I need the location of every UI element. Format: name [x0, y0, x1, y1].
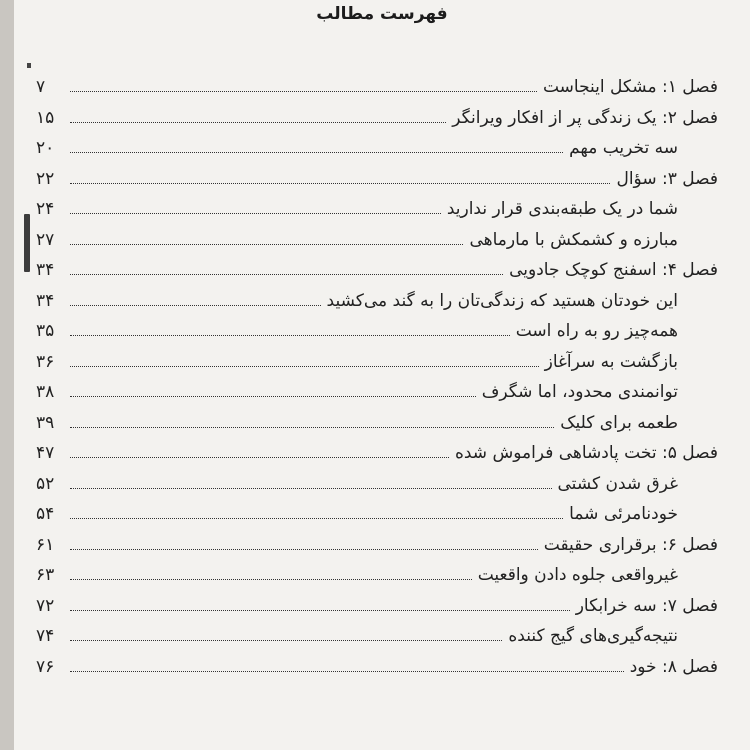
- toc-entry-title: سه تخریب مهم: [569, 138, 678, 158]
- dot-leader: [70, 152, 563, 153]
- toc-subentry: [36, 404, 718, 434]
- toc-entry-title: این خودتان هستید که زندگی‌تان را به گند می‌کشید: [326, 290, 678, 311]
- dot-leader: [70, 244, 463, 245]
- toc-entry-title: توانمندی محدود، اما شگرف: [481, 382, 678, 402]
- toc-page-number: ۳۵: [36, 321, 55, 341]
- table-of-contents: [14, 0, 750, 750]
- toc-chapter-entry: [36, 68, 718, 98]
- toc-entry-title: فصل ۵: تخت پادشاهی فراموش شده: [454, 443, 718, 463]
- dot-leader: [70, 427, 554, 428]
- toc-entry-title: فصل ۸: خود: [629, 656, 718, 677]
- toc-page-number: ۳۶: [36, 351, 55, 372]
- toc-entry-title: فصل ۷: سه خرابکار: [575, 595, 718, 616]
- dot-leader: [70, 335, 510, 336]
- toc-page-number: ۷۶: [36, 656, 55, 677]
- toc-subentry: [36, 465, 718, 495]
- toc-page-number: ۵۲: [36, 473, 55, 494]
- toc-entry-title: فصل ۴: اسفنج کوچک جادویی: [509, 260, 718, 280]
- toc-entry-title: فصل ۶: برقراری حقیقت: [543, 534, 718, 555]
- toc-entry-title: طعمه برای کلیک: [560, 412, 678, 433]
- toc-page-number: ۳۴: [36, 260, 55, 280]
- toc-page-number: ۴۷: [36, 443, 55, 463]
- toc-subentry: [36, 343, 718, 373]
- toc-subentry: [36, 282, 718, 312]
- toc-entry-title: نتیجه‌گیری‌های گیج کننده: [508, 626, 678, 646]
- page-title: فهرست مطالب: [316, 4, 448, 24]
- toc-page-number: ۵۴: [36, 504, 55, 524]
- dot-leader: [70, 518, 563, 519]
- toc-chapter-entry: [36, 526, 718, 556]
- toc-page-number: ۷۲: [36, 595, 55, 616]
- toc-page-number: ۲۷: [36, 229, 55, 250]
- dot-leader: [70, 549, 538, 550]
- toc-entry-title: فصل ۳: سؤال: [616, 168, 718, 189]
- toc-entry-title: فصل ۱: مشکل اینجاست: [542, 77, 718, 97]
- toc-entry-title: شما در یک طبقه‌بندی قرار ندارید: [446, 199, 678, 219]
- toc-page-number: ۲۲: [36, 168, 55, 189]
- toc-subentry: [36, 495, 718, 525]
- dot-leader: [70, 183, 610, 184]
- dot-leader: [70, 671, 624, 672]
- toc-page-number: ۷: [36, 77, 46, 97]
- toc-subentry: [36, 556, 718, 586]
- toc-page-number: ۳۹: [36, 412, 55, 433]
- book-page: [14, 0, 750, 750]
- dot-leader: [70, 396, 476, 397]
- toc-page-number: ۶۱: [36, 534, 55, 555]
- dot-leader: [70, 640, 502, 641]
- dot-leader: [70, 274, 503, 275]
- dot-leader: [70, 579, 472, 580]
- toc-page-number: ۳۴: [36, 290, 55, 311]
- toc-page-number: ۲۴: [36, 199, 55, 219]
- toc-entry-title: بازگشت به سرآغاز: [544, 351, 678, 372]
- toc-chapter-entry: [36, 434, 718, 464]
- toc-subentry: [36, 617, 718, 647]
- toc-chapter-entry: [36, 160, 718, 190]
- toc-subentry: [36, 312, 718, 342]
- toc-subentry: [36, 190, 718, 220]
- dot-leader: [70, 610, 570, 611]
- toc-chapter-entry: [36, 251, 718, 281]
- toc-entry-title: خودنامرئی شما: [569, 504, 678, 524]
- toc-page-number: ۷۴: [36, 626, 55, 646]
- dot-leader: [70, 366, 539, 367]
- toc-subentry: [36, 373, 718, 403]
- toc-entry-title: غرق شدن کشتی: [557, 473, 678, 494]
- dot-leader: [70, 457, 449, 458]
- toc-page-number: ۳۸: [36, 382, 55, 402]
- toc-page-number: ۶۳: [36, 565, 55, 585]
- dot-leader: [70, 213, 441, 214]
- toc-subentry: [36, 129, 718, 159]
- toc-page-number: ۲۰: [36, 138, 55, 158]
- toc-entry-title: غیرواقعی جلوه دادن واقعیت: [477, 565, 678, 585]
- dot-leader: [70, 91, 537, 92]
- toc-entry-title: همه‌چیز رو به راه است: [515, 321, 678, 341]
- dot-leader: [70, 305, 321, 306]
- toc-chapter-entry: [36, 648, 718, 678]
- toc-subentry: [36, 221, 718, 251]
- toc-entry-title: مبارزه و کشمکش با مارماهی: [469, 229, 678, 250]
- toc-entry-title: فصل ۲: یک زندگی پر از افکار ویرانگر: [452, 107, 718, 128]
- toc-page-number: ۱۵: [36, 107, 55, 128]
- toc-chapter-entry: [36, 99, 718, 129]
- dot-leader: [70, 122, 446, 123]
- toc-chapter-entry: [36, 587, 718, 617]
- dot-leader: [70, 488, 552, 489]
